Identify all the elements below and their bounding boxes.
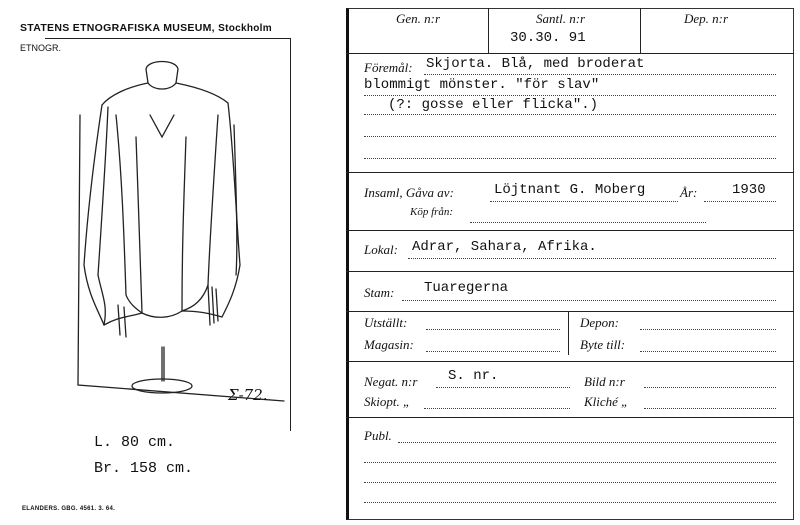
utstallt-dots — [426, 329, 560, 330]
magasin-dots — [426, 351, 560, 352]
foremal-dots-1 — [424, 74, 776, 75]
utstallt-label: Utställt: — [364, 315, 408, 330]
foremal-dots-5 — [364, 158, 776, 159]
insaml-dots — [490, 201, 678, 202]
ar-label: År: — [680, 185, 698, 200]
length-measure: L. 80 cm. — [94, 434, 176, 451]
museum-name: STATENS ETNOGRAFISKA MUSEUM, — [20, 22, 215, 34]
museum-title — [20, 22, 272, 34]
header-rule — [346, 53, 794, 54]
publ-dots-4 — [364, 502, 776, 503]
photo-ref-rule — [346, 417, 794, 418]
header-divider-1 — [488, 8, 489, 53]
byte-label: Byte till: — [580, 337, 626, 352]
stam-dots — [402, 300, 776, 301]
lokal-rule — [346, 271, 794, 272]
negat-dots — [436, 387, 570, 388]
stam-label: Stam: — [364, 285, 395, 300]
skiopt-label: Skiopt. „ — [364, 394, 411, 409]
depon-label: Depon: — [580, 315, 619, 330]
kop-dots — [470, 222, 706, 223]
department-label: ETNOGR. — [20, 43, 62, 53]
lokal-label: Lokal: — [364, 242, 398, 257]
kliche-label: Kliché „ — [584, 394, 629, 409]
foremal-line-3: (?: gosse eller flicka".) — [388, 97, 599, 113]
publ-dots-1 — [398, 442, 776, 443]
foremal-label: Föremål: — [364, 60, 413, 75]
magasin-label: Magasin: — [364, 337, 414, 352]
stam-value: Tuaregerna — [424, 280, 509, 296]
insaml-value: Löjtnant G. Moberg — [494, 182, 646, 198]
foremal-dots-2 — [364, 95, 776, 96]
catalog-number: 30.30. 91 — [510, 30, 586, 46]
kliche-dots — [644, 408, 776, 409]
storage-rule — [346, 361, 794, 362]
lokal-dots — [408, 258, 776, 259]
negat-value: S. nr. — [448, 368, 499, 384]
santl-nr-label: Santl. n:r — [536, 11, 586, 26]
publ-dots-2 — [364, 462, 776, 463]
ar-value: 1930 — [732, 182, 766, 198]
printer-line: ELANDERS. GBG. 4561. 3. 64. — [22, 506, 116, 512]
foremal-dots-3 — [364, 114, 776, 115]
lokal-value: Adrar, Sahara, Afrika. — [412, 239, 597, 255]
foremal-rule — [346, 172, 794, 173]
width-measure: Br. 158 cm. — [94, 460, 194, 477]
insaml-label: Insaml, Gåva av: — [364, 185, 454, 200]
header-divider-2 — [640, 8, 641, 53]
shirt-drawing — [58, 55, 288, 415]
byte-dots — [640, 351, 776, 352]
foremal-dots-4 — [364, 136, 776, 137]
depon-dots — [640, 329, 776, 330]
bild-label: Bild n:r — [584, 374, 625, 389]
publ-label: Publ. — [364, 428, 392, 443]
museum-city: Stockholm — [218, 23, 272, 34]
dep-nr-label: Dep. n:r — [684, 11, 729, 26]
foremal-line-2: blommigt mönster. "för slav" — [364, 77, 600, 93]
photo-mark: Σ-72. — [228, 386, 268, 404]
negat-label: Negat. n:r — [364, 374, 418, 389]
publ-dots-3 — [364, 482, 776, 483]
foremal-line-1: Skjorta. Blå, med broderat — [426, 56, 645, 72]
storage-divider — [568, 311, 569, 355]
gen-nr-label: Gen. n:r — [396, 11, 441, 26]
kop-label: Köp från: — [410, 206, 454, 218]
insaml-rule — [346, 230, 794, 231]
stam-rule — [346, 311, 794, 312]
skiopt-dots — [424, 408, 570, 409]
ar-dots — [704, 201, 776, 202]
bild-dots — [644, 387, 776, 388]
